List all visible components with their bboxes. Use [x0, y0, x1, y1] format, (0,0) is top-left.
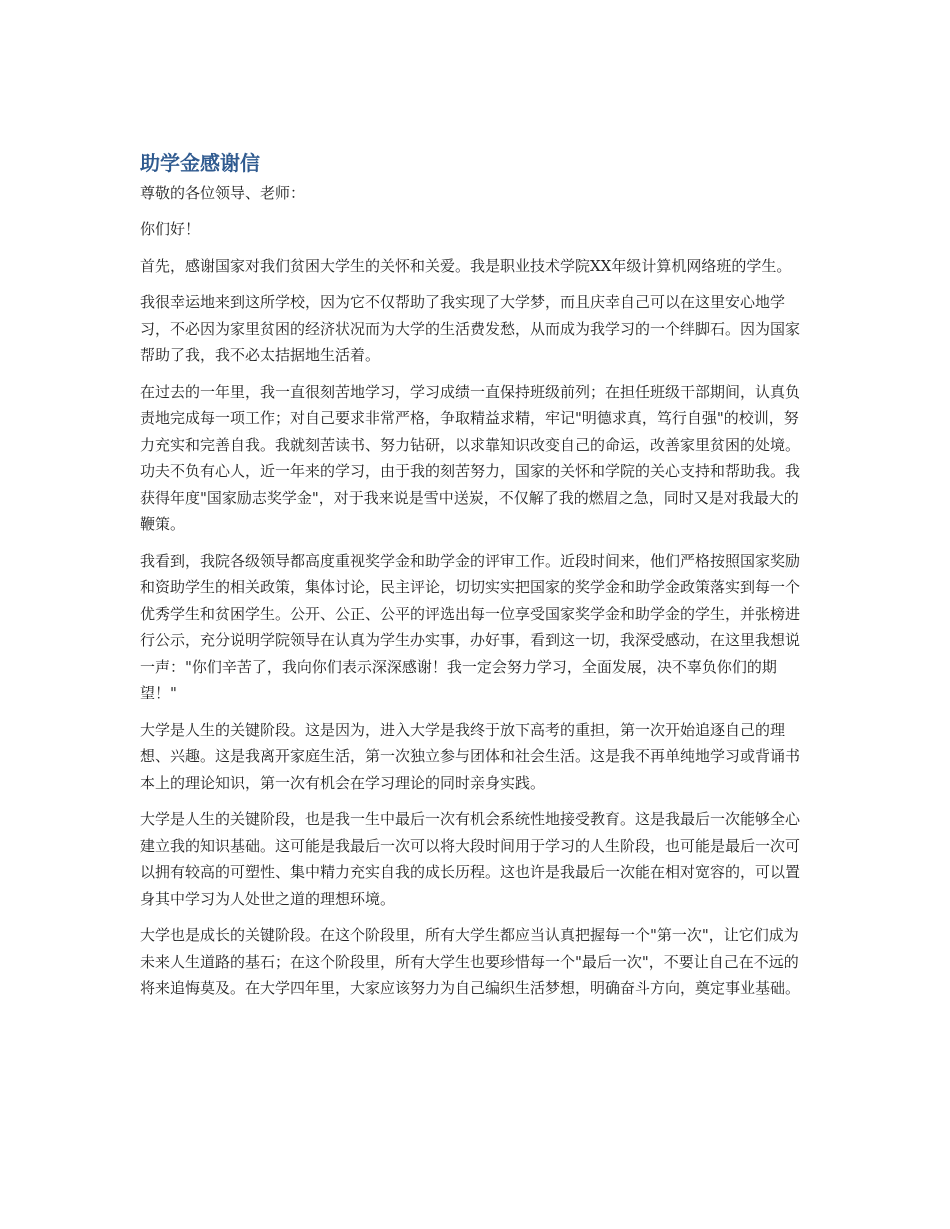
paragraph-education: 大学是人生的关键阶段，也是我一生中最后一次有机会系统性地接受教育。这是我最后一次能够全心建立我的知识基础。这可能是我最后一次可以将大段时间用于学习的人生阶段，也可能是最后一次可以拥有较高的可塑性、集中精力充实自我的成长历程。这也许是我最后一次能在相对宽容的，可以置身其中学习为人处世之道的理想环境。 — [140, 810, 801, 908]
paragraph-university-stage: 大学是人生的关键阶段。这是因为，进入大学是我终于放下高考的重担，第一次开始追逐自己的理想、兴趣。这是我离开家庭生活，第一次独立参与团体和社会生活。这是我不再单纯地学习或背诵书本上的理论知识，第一次有机会在学习理论的同时亲身实践。 — [140, 720, 801, 792]
paragraph-introduction: 首先，感谢国家对我们贫困大学生的关怀和关爱。我是职业技术学院XX年级计算机网络班的学生。 — [140, 256, 792, 275]
letter-document — [140, 148, 808, 1012]
paragraph-growth: 大学也是成长的关键阶段。在这个阶段里，所有大学生都应当认真把握每一个"第一次"，让它们成为未来人生道路的基石；在这个阶段里，所有大学生也要珍惜每一个"最后一次"，不要让自己在不远的将来追悔莫及。在大学四年里，大家应该努力为自己编织生活梦想，明确奋斗方向，奠定事业基础。 — [140, 926, 801, 997]
document-title: 助学金感谢信 — [140, 151, 260, 175]
paragraph-leadership: 我看到，我院各级领导都高度重视奖学金和助学金的评审工作。近段时间来，他们严格按照国家奖励和资助学生的相关政策，集体讨论，民主评论，切切实实把国家的奖学金和助学金政策落实到每一个优秀学生和贫困学生。公开、公正、公平的评选出每一位享受国家奖学金和助学金的学生，并张榜进行公示，充分说明学院领导在认真为学生办实事，办好事，看到这一切，我深受感动，在这里我想说一声："你们辛苦了，我向你们表示深深感谢！我一定会努力学习，全面发展，决不辜负你们的期望！" — [140, 551, 801, 702]
paragraph-achievements: 在过去的一年里，我一直很刻苦地学习，学习成绩一直保持班级前列；在担任班级干部期间，认真负责地完成每一项工作；对自己要求非常严格，争取精益求精，牢记"明德求真，笃行自强"的校训，努力充实和完善自我。我就刻苦读书、努力钻研，以求靠知识改变自己的命运，改善家里贫困的处境。功夫不负有心人，近一年来的学习，由于我的刻苦努力，国家的关怀和学院的关心支持和帮助我。我获得年度"国家励志奖学金"，对于我来说是雪中送炭，不仅解了我的燃眉之急，同时又是对我最大的鞭策。 — [140, 382, 801, 533]
greeting: 你们好！ — [140, 220, 201, 238]
salutation: 尊敬的各位领导、老师： — [140, 184, 306, 202]
paragraph-gratitude: 我很幸运地来到这所学校，因为它不仅帮助了我实现了大学梦，而且庆幸自己可以在这里安心地学习，不必因为家里贫困的经济状况而为大学的生活费发愁，从而成为我学习的一个绊脚石。因为国家帮助了我，我不必太拮据地生活着。 — [140, 293, 801, 364]
